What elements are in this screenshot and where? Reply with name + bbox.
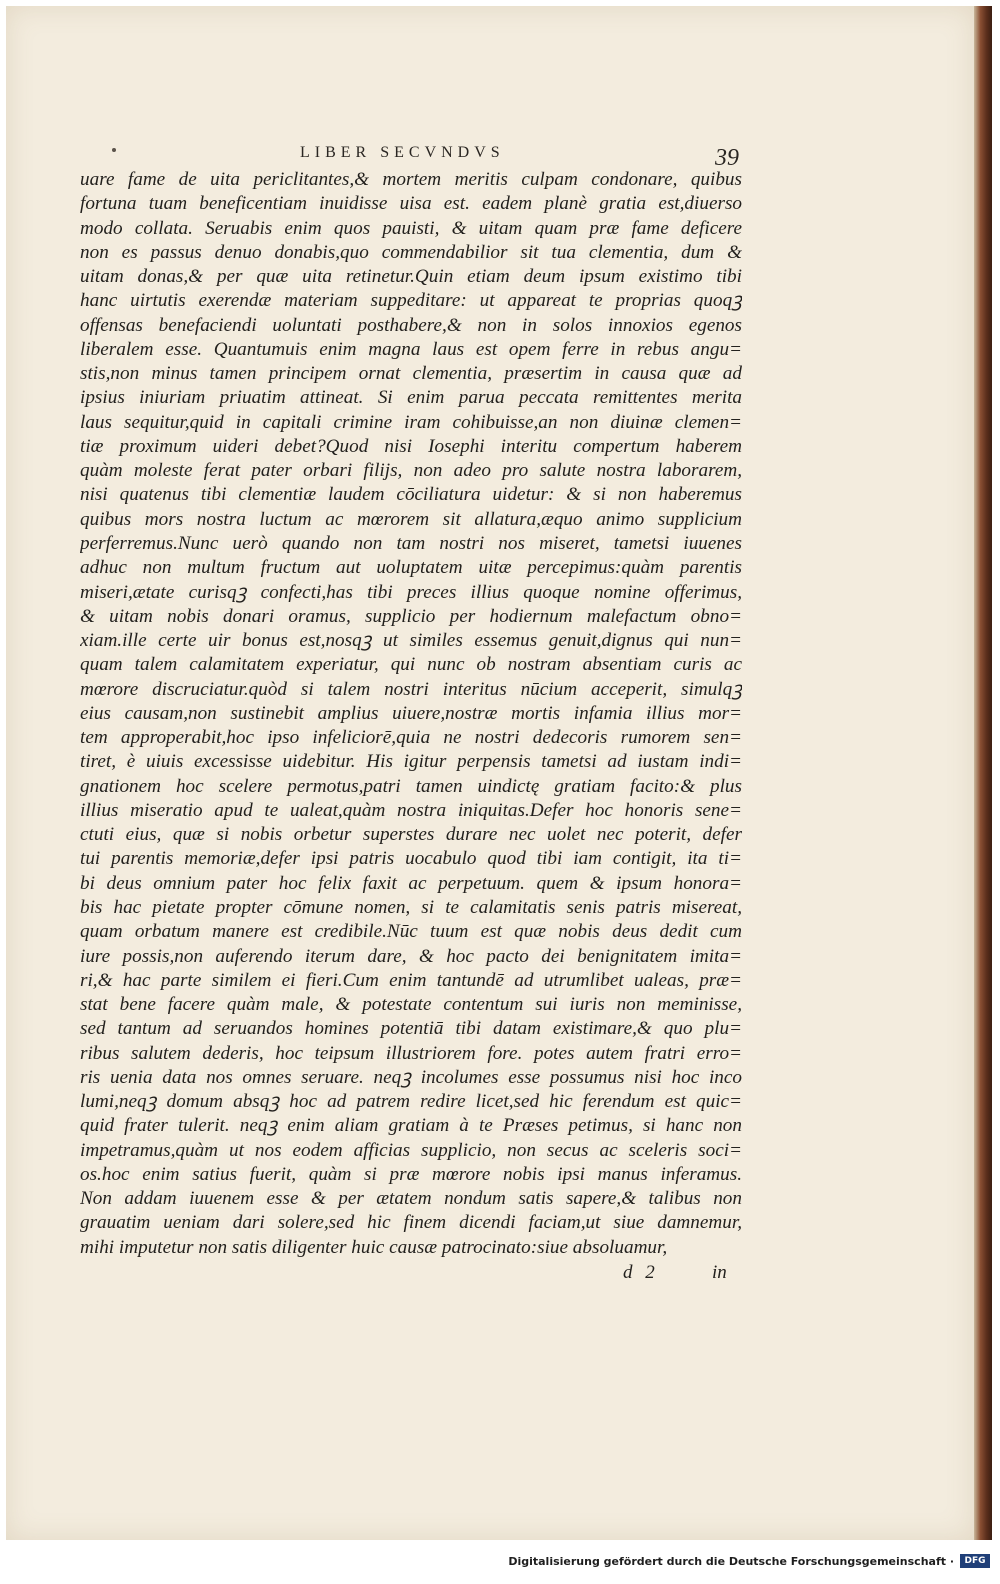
text-line: os.hoc enim satius fuerit, quàm si præ mœrore nobis ipsi manus inferamus. [80, 1163, 742, 1185]
text-line: Non addam iuuenem esse & per ætatem nondum satis sapere,& talibus non [80, 1188, 742, 1210]
text-line: sed tantum ad seruandos homines potentiā tibi datam existimare,& quo plu= [80, 1018, 742, 1040]
book-edge [974, 6, 992, 1540]
footer-credit: Digitalisierung gefördert durch die Deutsche Forschungsgemeinschaft · [508, 1555, 954, 1568]
text-line: ctuti eius, quæ si nobis orbetur superstes durare nec uolet nec poterit, defer [80, 824, 742, 846]
text-line: miseri,ætate curisqꝫ confecti,has tibi preces illius quoque nomine offerimus, [80, 581, 742, 603]
text-line: uitam donas,& per quæ uita retinetur.Quin etiam deum ipsum existimo tibi [80, 266, 742, 288]
text-line: offensas benefaciendi uoluntati posthabere,& non in solos innoxios egenos [80, 314, 742, 336]
text-line: non es passus denuo donabis,quo commendabilior sit tua clementia, dum & [80, 241, 742, 263]
text-line: quam orbatum manere est credibile.Nūc tuum est quæ nobis deus dedit cum [80, 921, 742, 943]
body-text [80, 168, 742, 1260]
head-dot [112, 148, 116, 152]
running-head: LIBER SECVNDVS [300, 144, 505, 161]
text-line: xiam.ille certe uir bonus est,nosqꝫ ut similes essemus genuit,dignus qui nun= [80, 630, 742, 652]
text-line: hanc uirtutis exerendæ materiam suppeditare: ut appareat te proprias quoqꝫ [80, 290, 742, 312]
text-line: & uitam nobis donari oramus, supplicio per hodiernum malefactum obno= [80, 605, 742, 627]
text-line: stis,non minus tamen principem ornat clementia, præsertim in causa quæ ad [80, 363, 742, 385]
text-line: tem approperabit,hoc ipso infeliciorē,quia ne nostri dedecoris rumorem sen= [80, 727, 742, 749]
text-line: modo collata. Seruabis enim quos pauisti, & uitam quam præ fame deficere [80, 217, 742, 239]
text-line: quàm moleste ferat pater orbari filijs, non adeo pro salute nostra laborarem, [80, 460, 742, 482]
text-line: nisi quatenus tibi clementiæ laudem cōciliatura uidetur: & si non haberemus [80, 484, 742, 506]
text-line: laus sequitur,quid in capitali crimine iram cohibuisse,an non diuinæ clemen= [80, 411, 742, 433]
dfg-logo-icon: DFG [960, 1554, 990, 1568]
text-line: adhuc non multum fructum aut uoluptatem uitæ percepimus:quàm parentis [80, 557, 742, 579]
text-line: bi deus omnium pater hoc felix faxit ac perpetuum. quem & ipsum honora= [80, 872, 742, 894]
text-line: perferremus.Nunc uerò quando non tam nostri nos miseret, tametsi iuuenes [80, 532, 742, 554]
text-line: uare fame de uita periclitantes,& mortem meritis culpam condonare, quibus [80, 169, 742, 190]
text-line: ri,& hac parte similem ei fieri.Cum enim tantundē ad utrumlibet ualeas, præ= [80, 969, 742, 991]
text-line: bis hac pietate propter cōmune nomen, si te calamitatis senis patris misereat, [80, 896, 742, 918]
text-line: mœrore discruciatur.quòd si talem nostri interitus nūcium acceperit, simulqꝫ [80, 678, 742, 700]
text-line: illius miseratio apud te ualeat,quàm nostra iniquitas.Defer hoc honoris sene= [80, 799, 742, 821]
text-line: tiret, è uiuis excessisse uidebitur. His igitur perpensis tametsi ad iustam indi= [80, 751, 742, 773]
text-line: ris uenia data nos omnes seruare. neqꝫ incolumes esse possumus nisi hoc inco [80, 1066, 742, 1088]
text-line: impetramus,quàm ut nos eodem afficias supplicio, non secus ac sceleris soci= [80, 1139, 742, 1161]
text-line: quid frater tulerit. neqꝫ enim aliam gratiam à te Præses petimus, si hanc non [80, 1115, 742, 1137]
text-line: quam talem calamitatem experiatur, qui nunc ob nostram absentiam curis ac [80, 654, 742, 676]
text-line: tiæ proximum uideri debet?Quod nisi Iosephi interitu compertum haberem [80, 435, 742, 457]
text-line: fortuna tuam beneficentiam inuidisse uisa est. eadem planè gratia est,diuerso [80, 193, 742, 215]
text-line: gnationem hoc scelere permotus,patri tamen uindictę gratiam facito:& plus [80, 775, 742, 797]
text-line: iure possis,non auferendo iterum dare, & hoc pacto dei benignitatem imita= [80, 945, 742, 967]
text-line: mihi imputetur non satis diligenter huic causæ patrocinato:siue absoluamur, [80, 1236, 668, 1258]
text-line: ribus salutem dederis, hoc teipsum illustriorem fore. potes autem fratri erro= [80, 1042, 742, 1064]
text-line: lumi,neqꝫ domum absqꝫ hoc ad patrem redire licet,sed hic ferendum est quic= [80, 1091, 742, 1113]
text-line: liberalem esse. Quantumuis enim magna laus est opem ferre in rebus angu= [80, 338, 742, 360]
text-line: tui parentis memoriæ,defer ipsi patris uocabulo quod tibi iam contigit, ita ti= [80, 848, 742, 870]
text-line: quibus mors nostra luctum ac mœrorem sit allatura,æquo animo supplicium [80, 508, 742, 530]
text-line: eius causam,non sustinebit amplius uiuere,nostræ mortis infamia illius mor= [80, 702, 742, 724]
signature-mark: d 2 [623, 1262, 659, 1283]
text-line: ipsius iniuriam priuatim attineat. Si enim parua peccata remittentes merita [80, 387, 742, 409]
text-line: stat bene facere quàm male, & potestate contentum sui iuris non meminisse, [80, 994, 742, 1016]
catchword: in [712, 1262, 727, 1283]
page-number: 39 [715, 145, 739, 171]
text-line: grauatim ueniam dari solere,sed hic finem dicendi faciam,ut siue damnemur, [80, 1212, 742, 1234]
